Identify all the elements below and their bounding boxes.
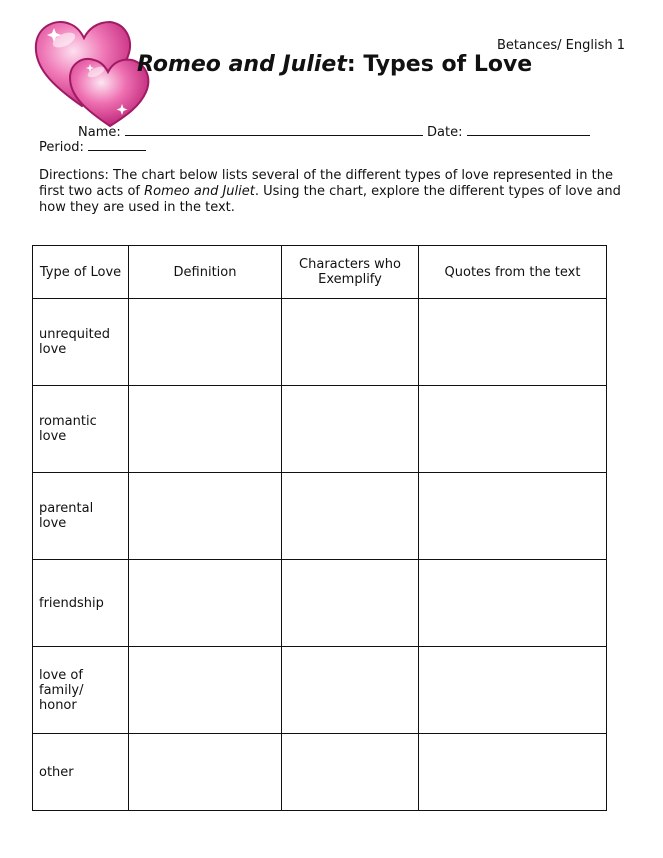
characters-cell[interactable]	[282, 560, 419, 647]
definition-cell[interactable]	[129, 473, 282, 560]
table-row	[33, 473, 607, 560]
types-of-love-table	[32, 245, 607, 811]
definition-cell[interactable]	[129, 299, 282, 386]
period-blank[interactable]	[88, 138, 146, 151]
table-row	[33, 560, 607, 647]
column-header-quotes: Quotes from the text	[419, 246, 607, 299]
quotes-cell[interactable]	[419, 647, 607, 734]
definition-cell[interactable]	[129, 560, 282, 647]
table-row	[33, 734, 607, 811]
period-line	[39, 138, 146, 155]
directions	[39, 168, 629, 216]
title-rest: : Types of Love	[346, 52, 533, 77]
type-cell: other	[33, 734, 129, 811]
date-blank[interactable]	[467, 123, 590, 136]
directions-part1: Directions: The chart below lists several of the different types of love represented in the first two acts of	[39, 168, 613, 199]
name-label: Name:	[78, 125, 121, 140]
definition-cell[interactable]	[129, 386, 282, 473]
name-date-line	[78, 123, 590, 140]
quotes-cell[interactable]	[419, 560, 607, 647]
column-header-definition: Definition	[129, 246, 282, 299]
characters-cell[interactable]	[282, 647, 419, 734]
class-label: Betances/ English 1	[497, 38, 625, 53]
title-play-name: Romeo and Juliet	[137, 52, 347, 77]
type-cell: love of family/ honor	[33, 647, 129, 734]
characters-cell[interactable]	[282, 299, 419, 386]
type-cell: unrequited love	[33, 299, 129, 386]
name-blank[interactable]	[125, 123, 423, 136]
column-header-type: Type of Love	[33, 246, 129, 299]
table-row	[33, 647, 607, 734]
page-title	[137, 52, 532, 77]
characters-cell[interactable]	[282, 473, 419, 560]
type-cell: parental love	[33, 473, 129, 560]
directions-part2: . Using the chart, explore the different types of love and how they are used in the text.	[39, 184, 621, 215]
quotes-cell[interactable]	[419, 386, 607, 473]
column-header-characters: Characters who Exemplify	[282, 246, 419, 299]
table-row	[33, 299, 607, 386]
type-cell: friendship	[33, 560, 129, 647]
quotes-cell[interactable]	[419, 473, 607, 560]
quotes-cell[interactable]	[419, 734, 607, 811]
definition-cell[interactable]	[129, 734, 282, 811]
characters-cell[interactable]	[282, 386, 419, 473]
table-row	[33, 386, 607, 473]
directions-italic: Romeo and Juliet	[144, 184, 255, 199]
table-header-row	[33, 246, 607, 299]
definition-cell[interactable]	[129, 647, 282, 734]
type-cell: romantic love	[33, 386, 129, 473]
period-label: Period:	[39, 140, 84, 155]
date-label: Date:	[427, 125, 463, 140]
characters-cell[interactable]	[282, 734, 419, 811]
quotes-cell[interactable]	[419, 299, 607, 386]
